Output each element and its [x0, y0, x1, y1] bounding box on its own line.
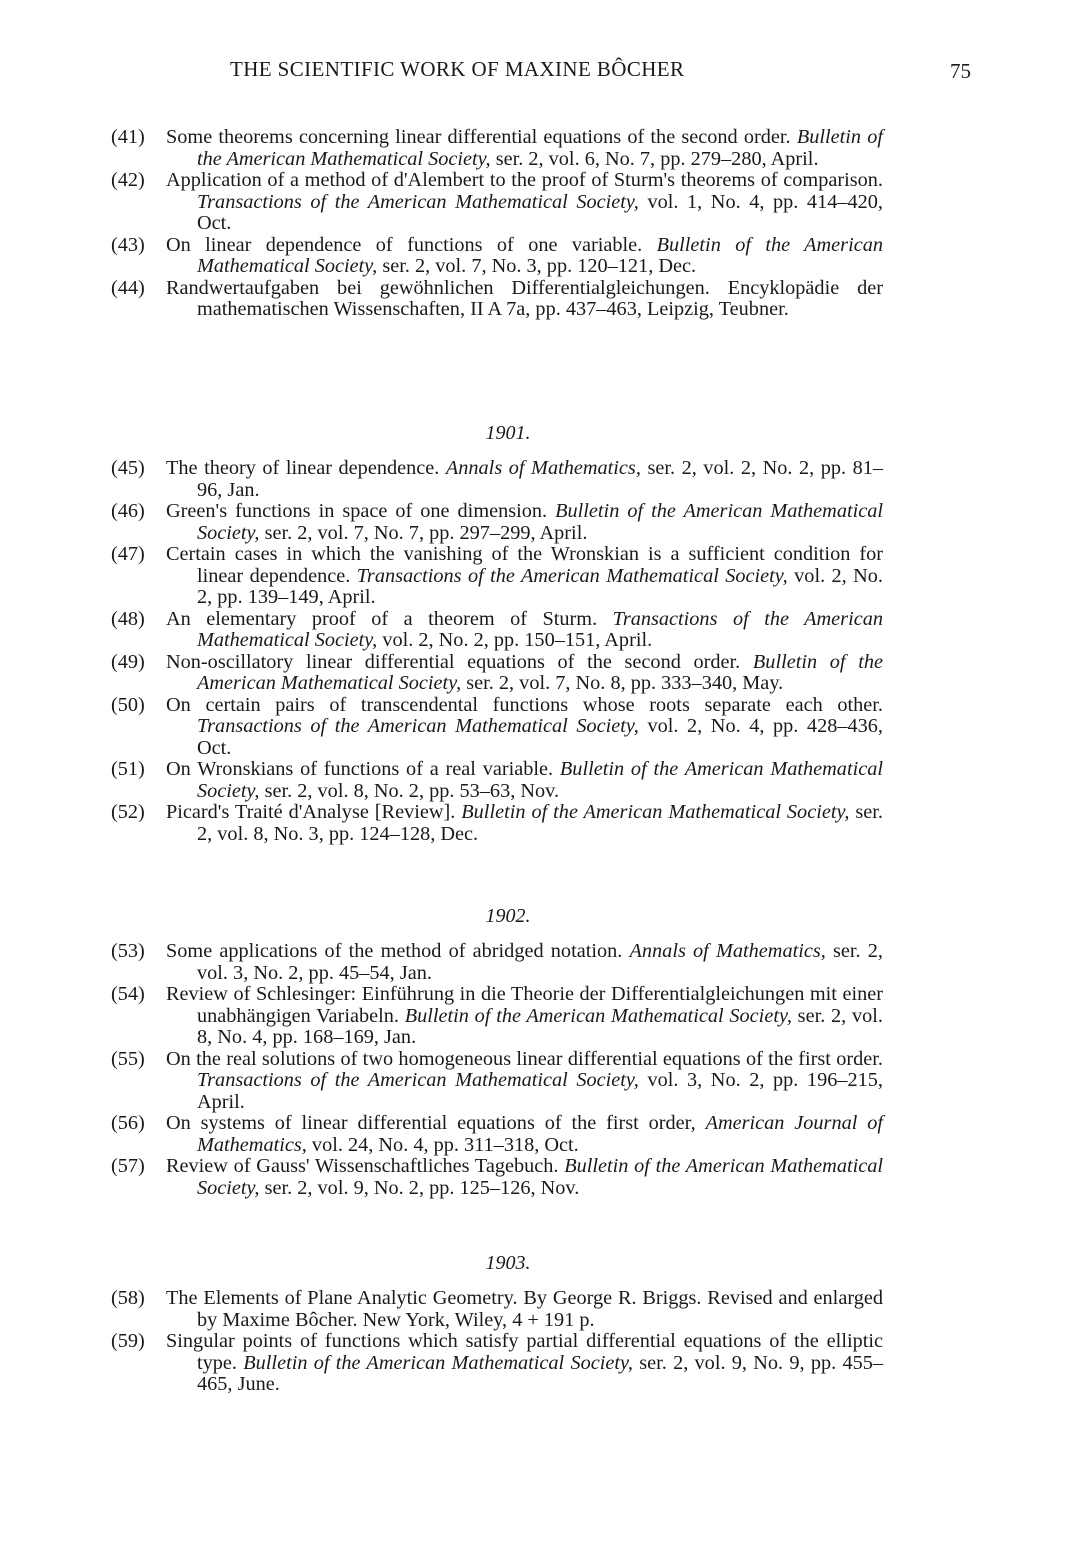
- entry-details: ser. 2, vol. 8, No. 2, pp. 53–63, Nov.: [264, 779, 560, 802]
- entry-source: Transactions of the American Mathematical Society,: [197, 1069, 639, 1091]
- entry-number: (47): [111, 543, 145, 565]
- entry-number: (42): [111, 169, 145, 191]
- entry-source: Annals of Mathematics,: [629, 940, 826, 962]
- entry-number: (59): [111, 1330, 145, 1352]
- entry-number: (41): [111, 126, 145, 148]
- entry-details: ser. 2, vol. 7, No. 7, pp. 297–299, April.: [264, 521, 588, 544]
- entry-title: Singular points of functions which satisfy partial differential equations of the elliptic type.: [166, 1330, 883, 1374]
- entry-number: (43): [111, 233, 145, 256]
- entry-number: (44): [111, 276, 145, 299]
- entry-details: ser. 2, vol. 7, No. 8, pp. 333–340, May.: [466, 672, 784, 694]
- entry-details: vol. 2, No. 2, pp. 139–149, April.: [197, 564, 884, 608]
- entry-number: (48): [111, 607, 145, 630]
- entry-source: Transactions of the American Mathematical Society,: [197, 607, 883, 651]
- running-title: THE SCIENTIFIC WORK OF MAXINE BÔCHER: [230, 57, 685, 81]
- entry-source: Bulletin of the American Mathematical Society,: [461, 801, 850, 823]
- bibliography-entry: [111, 127, 883, 170]
- bibliography-entry: [111, 609, 883, 652]
- entry-details: vol. 24, No. 4, pp. 311–318, Oct.: [311, 1133, 579, 1156]
- entry-number: (49): [111, 650, 145, 673]
- entry-source: Transactions of the American Mathematical Society,: [356, 564, 788, 587]
- year-heading: 1903.: [485, 1252, 531, 1274]
- bibliography-entry: [111, 278, 883, 321]
- bibliography-entry: [111, 501, 883, 544]
- bibliography-entry: [111, 1331, 883, 1396]
- entry-title: The Elements of Plane Analytic Geometry. By George R. Briggs. Revised and enlarged by Maxime Bôcher. New York, Wiley, 4 + 191 p.: [166, 1287, 883, 1331]
- entry-details: ser. 2, vol. 9, No. 9, pp. 455–465, June.: [197, 1351, 884, 1395]
- entry-details: vol. 2, No. 2, pp. 150–151, April.: [382, 629, 653, 651]
- entry-title: On systems of linear differential equations of the first order,: [166, 1112, 696, 1134]
- entry-number: (58): [111, 1287, 145, 1309]
- bibliography-entry: [111, 941, 883, 984]
- entry-source: Bulletin of the American Mathematical Society,: [197, 1155, 884, 1199]
- entry-title: On linear dependence of functions of one variable.: [166, 233, 643, 256]
- entry-source: Annals of Mathematics,: [445, 457, 641, 479]
- bibliography-entry: [111, 1113, 883, 1156]
- entry-title: Randwertaufgaben bei gewöhnlichen Differentialgleichungen. Encyklopädie der mathematischen Wissenschaften, II A 7a, pp. 437–463, Leipzig, Teubner.: [166, 276, 883, 320]
- entry-number: (55): [111, 1047, 145, 1070]
- entry-source: American Journal of Mathematics,: [197, 1112, 884, 1156]
- entry-number: (56): [111, 1112, 145, 1134]
- entry-title: The theory of linear dependence.: [166, 457, 440, 479]
- entry-title: An elementary proof of a theorem of Sturm.: [166, 607, 598, 630]
- entry-source: Bulletin of the American Mathematical Society,: [243, 1351, 633, 1374]
- bibliography-entry: [111, 1049, 883, 1114]
- page-number: 75: [950, 59, 971, 83]
- bibliography-entry: [111, 652, 883, 695]
- section-1903: [111, 1252, 883, 1396]
- entry-title: Review of Schlesinger: Einführung in die Theorie der Differentialgleichungen mit einer unabhängigen Variabeln.: [166, 983, 883, 1027]
- bibliography-entry: [111, 759, 883, 802]
- entry-number: (57): [111, 1155, 145, 1177]
- entry-source: Transactions of the American Mathematical Society,: [197, 190, 639, 213]
- bibliography-entry: [111, 235, 883, 278]
- entry-source: Bulletin of the American Mathematical Society,: [197, 126, 883, 170]
- entry-title: On the real solutions of two homogeneous linear differential equations of the first order.: [166, 1047, 883, 1070]
- section-1901: [111, 422, 883, 845]
- entry-details: vol. 2, No. 4, pp. 428–436, Oct.: [197, 715, 883, 759]
- entry-details: ser. 2, vol. 7, No. 3, pp. 120–121, Dec.: [382, 255, 697, 277]
- entry-details: vol. 3, No. 2, pp. 196–215, April.: [197, 1069, 883, 1113]
- year-heading: 1901.: [485, 422, 531, 444]
- entry-number: (46): [111, 500, 145, 522]
- entry-source: Bulletin of the American Mathematical Society,: [197, 500, 884, 544]
- bibliography-entry: [111, 458, 883, 501]
- bibliography-entry: [111, 984, 883, 1049]
- entry-title: Application of a method of d'Alembert to the proof of Sturm's theorems of comparison.: [166, 169, 883, 191]
- entry-number: (52): [111, 801, 145, 823]
- entry-source: Bulletin of the American Mathematical Society,: [197, 758, 883, 802]
- section-1902: [111, 905, 883, 1199]
- entry-number: (51): [111, 758, 145, 780]
- entry-title: Review of Gauss' Wissenschaftliches Tagebuch.: [166, 1155, 559, 1177]
- entry-details: ser. 2, vol. 9, No. 2, pp. 125–126, Nov.: [264, 1176, 580, 1199]
- entry-title: Picard's Traité d'Analyse [Review].: [166, 801, 456, 823]
- section-1900-continued: [111, 127, 883, 321]
- entry-title: Non-oscillatory linear differential equations of the second order.: [166, 650, 741, 673]
- entry-title: Certain cases in which the vanishing of the Wronskian is a sufficient condition for linear dependence.: [166, 543, 883, 587]
- entry-details: ser. 2, vol. 6, No. 7, pp. 279–280, April.: [495, 147, 819, 170]
- entry-source: Transactions of the American Mathematical Society,: [197, 715, 639, 737]
- entry-details: ser. 2, vol. 8, No. 4, pp. 168–169, Jan.: [197, 1004, 883, 1048]
- entry-details: vol. 1, No. 4, pp. 414–420, Oct.: [197, 190, 883, 234]
- bibliography-entry: [111, 802, 883, 845]
- bibliography-entry: [111, 170, 883, 235]
- entry-number: (53): [111, 940, 145, 962]
- bibliography-entry: [111, 695, 883, 760]
- bibliography-entry: [111, 1288, 883, 1331]
- entry-title: On certain pairs of transcendental functions whose roots separate each other.: [166, 693, 883, 716]
- entry-number: (45): [111, 457, 145, 479]
- bibliography-entry: [111, 544, 883, 609]
- entry-details: ser. 2, vol. 8, No. 3, pp. 124–128, Dec.: [197, 801, 883, 845]
- entry-title: Some theorems concerning linear differential equations of the second order.: [166, 126, 791, 148]
- entry-title: Green's functions in space of one dimension.: [166, 500, 548, 522]
- entry-details: ser. 2, vol. 2, No. 2, pp. 81–96, Jan.: [197, 457, 884, 501]
- entry-title: On Wronskians of functions of a real variable.: [166, 758, 554, 780]
- bibliography-entry: [111, 1156, 883, 1199]
- entry-source: Bulletin of the American Mathematical Society,: [404, 1004, 792, 1027]
- entry-number: (50): [111, 693, 145, 716]
- year-heading: 1902.: [485, 905, 531, 927]
- entry-details: ser. 2, vol. 3, No. 2, pp. 45–54, Jan.: [197, 940, 884, 984]
- entry-title: Some applications of the method of abridged notation.: [166, 940, 623, 962]
- entry-source: Bulletin of the American Mathematical Society,: [197, 233, 883, 277]
- running-header: [0, 57, 1068, 87]
- entry-source: Bulletin of the American Mathematical Society,: [197, 650, 884, 694]
- entry-number: (54): [111, 983, 145, 1005]
